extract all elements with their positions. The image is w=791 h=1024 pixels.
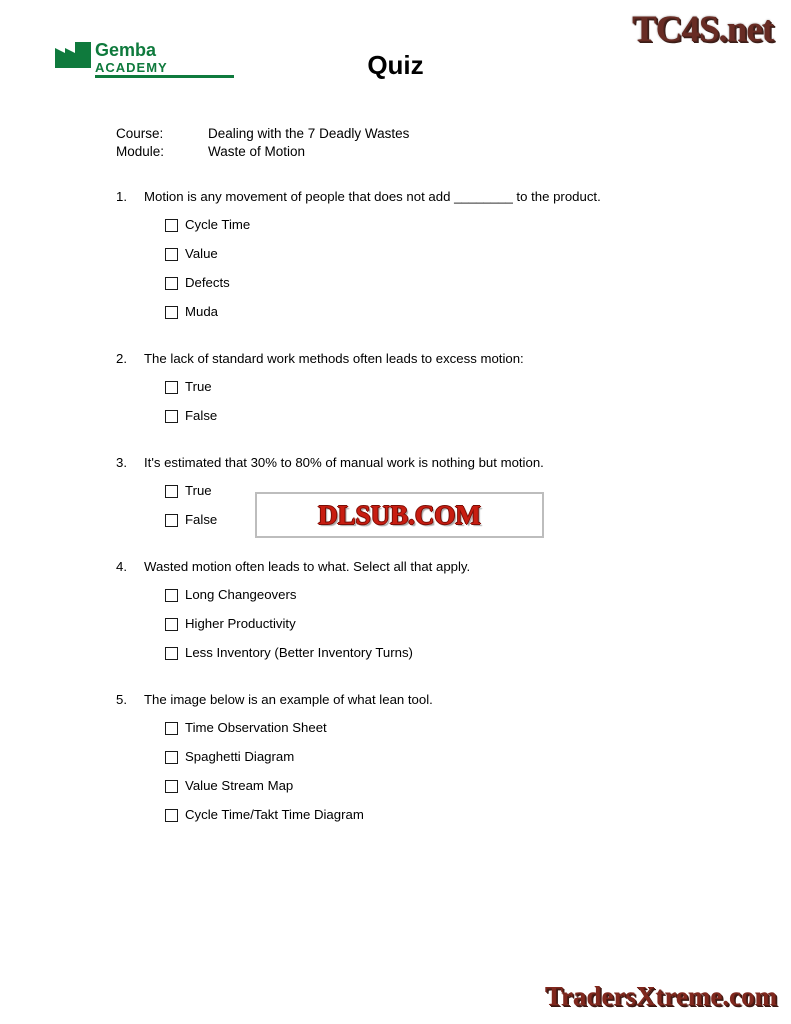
option-label: Muda <box>185 304 218 319</box>
option-label: Cycle Time/Takt Time Diagram <box>185 807 364 822</box>
question-text: It's estimated that 30% to 80% of manual work is nothing but motion. <box>144 455 544 470</box>
logo-name-line1: Gemba <box>95 40 157 60</box>
checkbox-icon[interactable] <box>165 809 178 822</box>
checkbox-icon[interactable] <box>165 277 178 290</box>
option-row[interactable] <box>165 408 736 424</box>
option-row[interactable] <box>165 275 736 291</box>
checkbox-icon[interactable] <box>165 647 178 660</box>
checkbox-icon[interactable] <box>165 618 178 631</box>
question-header <box>116 350 736 367</box>
option-label: Time Observation Sheet <box>185 720 327 735</box>
option-label: False <box>185 512 218 527</box>
question-number: 3. <box>116 455 127 470</box>
question-text: The lack of standard work methods often leads to excess motion: <box>144 351 524 366</box>
option-row[interactable] <box>165 807 736 823</box>
option-row[interactable] <box>165 246 736 262</box>
checkbox-icon[interactable] <box>165 722 178 735</box>
checkbox-icon[interactable] <box>165 589 178 602</box>
options-group <box>165 720 736 823</box>
module-label: Module: <box>116 144 165 159</box>
question-item <box>116 558 736 661</box>
option-row[interactable] <box>165 778 736 794</box>
question-number: 5. <box>116 692 127 707</box>
question-text: The image below is an example of what lean tool. <box>144 692 433 707</box>
options-group <box>165 587 736 661</box>
checkbox-icon[interactable] <box>165 248 178 261</box>
option-label: Long Changeovers <box>185 587 297 602</box>
watermark-center <box>255 492 544 538</box>
option-row[interactable] <box>165 304 736 320</box>
question-number: 4. <box>116 559 127 574</box>
option-row[interactable] <box>165 720 736 736</box>
option-label: Value Stream Map <box>185 778 294 793</box>
course-label: Course: <box>116 126 164 141</box>
question-text: Motion is any movement of people that does not add ________ to the product. <box>144 189 601 204</box>
options-group <box>165 379 736 424</box>
option-label: Higher Productivity <box>185 616 296 631</box>
watermark-center-text: DLSUB.COM <box>318 499 481 530</box>
option-row[interactable] <box>165 379 736 395</box>
checkbox-icon[interactable] <box>165 410 178 423</box>
watermark-top-right: TC4S.net <box>631 9 773 50</box>
question-header <box>116 691 736 708</box>
module-value: Waste of Motion <box>208 144 306 159</box>
option-label: Value <box>185 246 218 261</box>
option-label: True <box>185 379 212 394</box>
quiz-meta <box>116 125 409 161</box>
option-label: Less Inventory (Better Inventory Turns) <box>185 645 413 660</box>
checkbox-icon[interactable] <box>165 780 178 793</box>
course-value: Dealing with the 7 Deadly Wastes <box>208 126 410 141</box>
checkbox-icon[interactable] <box>165 751 178 764</box>
checkbox-icon[interactable] <box>165 485 178 498</box>
option-label: False <box>185 408 218 423</box>
option-row[interactable] <box>165 587 736 603</box>
option-label: Cycle Time <box>185 217 251 232</box>
watermark-bottom-right: TradersXtreme.com <box>544 981 777 1011</box>
option-label: True <box>185 483 212 498</box>
option-label: Spaghetti Diagram <box>185 749 295 764</box>
question-header <box>116 454 736 471</box>
option-label: Defects <box>185 275 230 290</box>
option-row[interactable] <box>165 645 736 661</box>
checkbox-icon[interactable] <box>165 381 178 394</box>
question-number: 1. <box>116 189 127 204</box>
question-item <box>116 188 736 320</box>
option-row[interactable] <box>165 616 736 632</box>
meta-row-course <box>116 125 409 143</box>
question-header <box>116 188 736 205</box>
logo-name-line2: ACADEMY <box>95 60 168 75</box>
option-row[interactable] <box>165 749 736 765</box>
question-number: 2. <box>116 351 127 366</box>
question-text: Wasted motion often leads to what. Select all that apply. <box>144 559 471 574</box>
checkbox-icon[interactable] <box>165 514 178 527</box>
page-title: Quiz <box>367 50 424 80</box>
options-group <box>165 217 736 320</box>
option-row[interactable] <box>165 217 736 233</box>
meta-row-module <box>116 143 409 161</box>
checkbox-icon[interactable] <box>165 306 178 319</box>
question-item <box>116 691 736 823</box>
question-item <box>116 350 736 424</box>
question-header <box>116 558 736 575</box>
checkbox-icon[interactable] <box>165 219 178 232</box>
